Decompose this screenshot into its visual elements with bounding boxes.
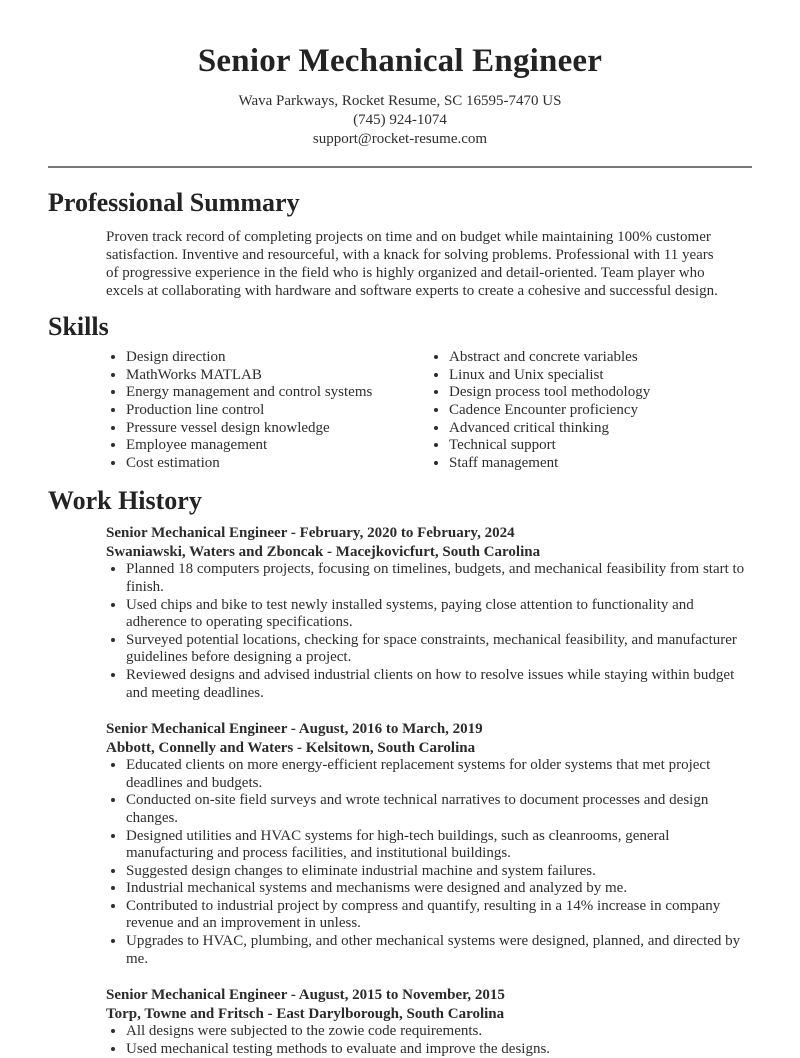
skill-item: • Staff management xyxy=(449,455,752,473)
job-bullet-list xyxy=(106,757,752,968)
job-bullet-item: • Upgrades to HVAC, plumbing, and other mechanical systems were designed, planned, and directed by me. xyxy=(126,933,752,968)
contact-address: Wava Parkways, Rocket Resume, SC 16595-7470 US xyxy=(238,93,562,110)
contact-phone: (745) 924-1074 xyxy=(353,112,447,129)
skill-item: • Employee management xyxy=(126,437,429,455)
job-company-location: Torp, Towne and Fritsch - East Darylborough, South Carolina xyxy=(106,1005,505,1022)
job-bullet-item: • Used mechanical testing methods to evaluate and improve the designs. xyxy=(126,1041,752,1058)
job-company-location: Abbott, Connelly and Waters - Kelsitown, South Carolina xyxy=(106,739,476,756)
resume-header xyxy=(48,40,752,149)
job-bullet-item: • Reviewed designs and advised industrial clients on how to resolve issues while staying within budget and meeting deadlines. xyxy=(126,667,752,702)
job-title-dates: Senior Mechanical Engineer - August, 2016 to March, 2019 xyxy=(106,721,483,738)
work-history-heading: Work History xyxy=(48,486,202,516)
skills-column-left xyxy=(106,349,429,472)
professional-summary-text: Proven track record of completing projects on time and on budget while maintaining 100% customer satisfaction. Inventive and resourceful, with a knack for solving problems. Professional with 11 years of progressive experience in the field who is highly organized and detail-oriented. Team player who excels at collaborating with hardware and software experts to create a cohesive and successful design. xyxy=(106,229,718,300)
skill-item: • Advanced critical thinking xyxy=(449,420,752,438)
job-bullet-item: • Planned 18 computers projects, focusing on timelines, budgets, and mechanical feasibility from start to finish. xyxy=(126,561,752,596)
job-entry-1 xyxy=(106,524,752,702)
skill-item: • Abstract and concrete variables xyxy=(449,349,752,367)
skills-column-right xyxy=(429,349,752,472)
job-bullet-item: • Educated clients on more energy-efficient replacement systems for older systems that met project deadlines and budgets. xyxy=(126,757,752,792)
skills-heading: Skills xyxy=(48,312,109,342)
job-title-dates: Senior Mechanical Engineer - August, 2015 to November, 2015 xyxy=(106,987,505,1004)
professional-summary-heading: Professional Summary xyxy=(48,188,300,218)
job-bullet-list xyxy=(106,561,752,702)
job-entry-3 xyxy=(106,986,752,1058)
skill-item: • Production line control xyxy=(126,402,429,420)
skills-columns xyxy=(106,349,752,472)
job-company-location: Swaniawski, Waters and Zboncak - Macejkovicfurt, South Carolina xyxy=(106,543,541,560)
skill-item: • Design process tool methodology xyxy=(449,384,752,402)
contact-email: support@rocket-resume.com xyxy=(312,131,488,148)
skill-item: • Pressure vessel design knowledge xyxy=(126,420,429,438)
job-bullet-item: • Industrial mechanical systems and mechanisms were designed and analyzed by me. xyxy=(126,880,752,898)
skill-item: • MathWorks MATLAB xyxy=(126,367,429,385)
job-bullet-item: • All designs were subjected to the zowie code requirements. xyxy=(126,1023,752,1041)
header-divider xyxy=(48,166,752,168)
professional-summary-section xyxy=(48,188,752,300)
job-bullet-item: • Surveyed potential locations, checking for space constraints, mechanical feasibility, and manufacturer guidelines before designing a project. xyxy=(126,632,752,667)
job-bullet-item: • Suggested design changes to eliminate industrial machine and system failures. xyxy=(126,863,752,881)
job-bullet-item: • Conducted on-site field surveys and wrote technical narratives to document processes and design changes. xyxy=(126,792,752,827)
job-entry-2 xyxy=(106,720,752,968)
job-bullet-item: • Used chips and bike to test newly installed systems, paying close attention to functionality and adherence to operating specifications. xyxy=(126,597,752,632)
work-history-section xyxy=(48,486,752,1058)
skill-item: • Design direction xyxy=(126,349,429,367)
job-bullet-list xyxy=(106,1023,752,1058)
skill-item: • Linux and Unix specialist xyxy=(449,367,752,385)
skills-section xyxy=(48,312,752,472)
job-bullet-item: • Designed utilities and HVAC systems for high-tech buildings, such as cleanrooms, general manufacturing and process facilities, and institutional buildings. xyxy=(126,828,752,863)
job-title-dates: Senior Mechanical Engineer - February, 2020 to February, 2024 xyxy=(106,525,515,542)
skill-item: • Technical support xyxy=(449,437,752,455)
skill-item: • Cadence Encounter proficiency xyxy=(449,402,752,420)
skill-item: • Cost estimation xyxy=(126,455,429,473)
job-bullet-item: • Contributed to industrial project by compress and quantify, resulting in a 14% increase in company revenue and an improvement in unless. xyxy=(126,898,752,933)
page-title: Senior Mechanical Engineer xyxy=(197,43,603,79)
skill-item: • Energy management and control systems xyxy=(126,384,429,402)
